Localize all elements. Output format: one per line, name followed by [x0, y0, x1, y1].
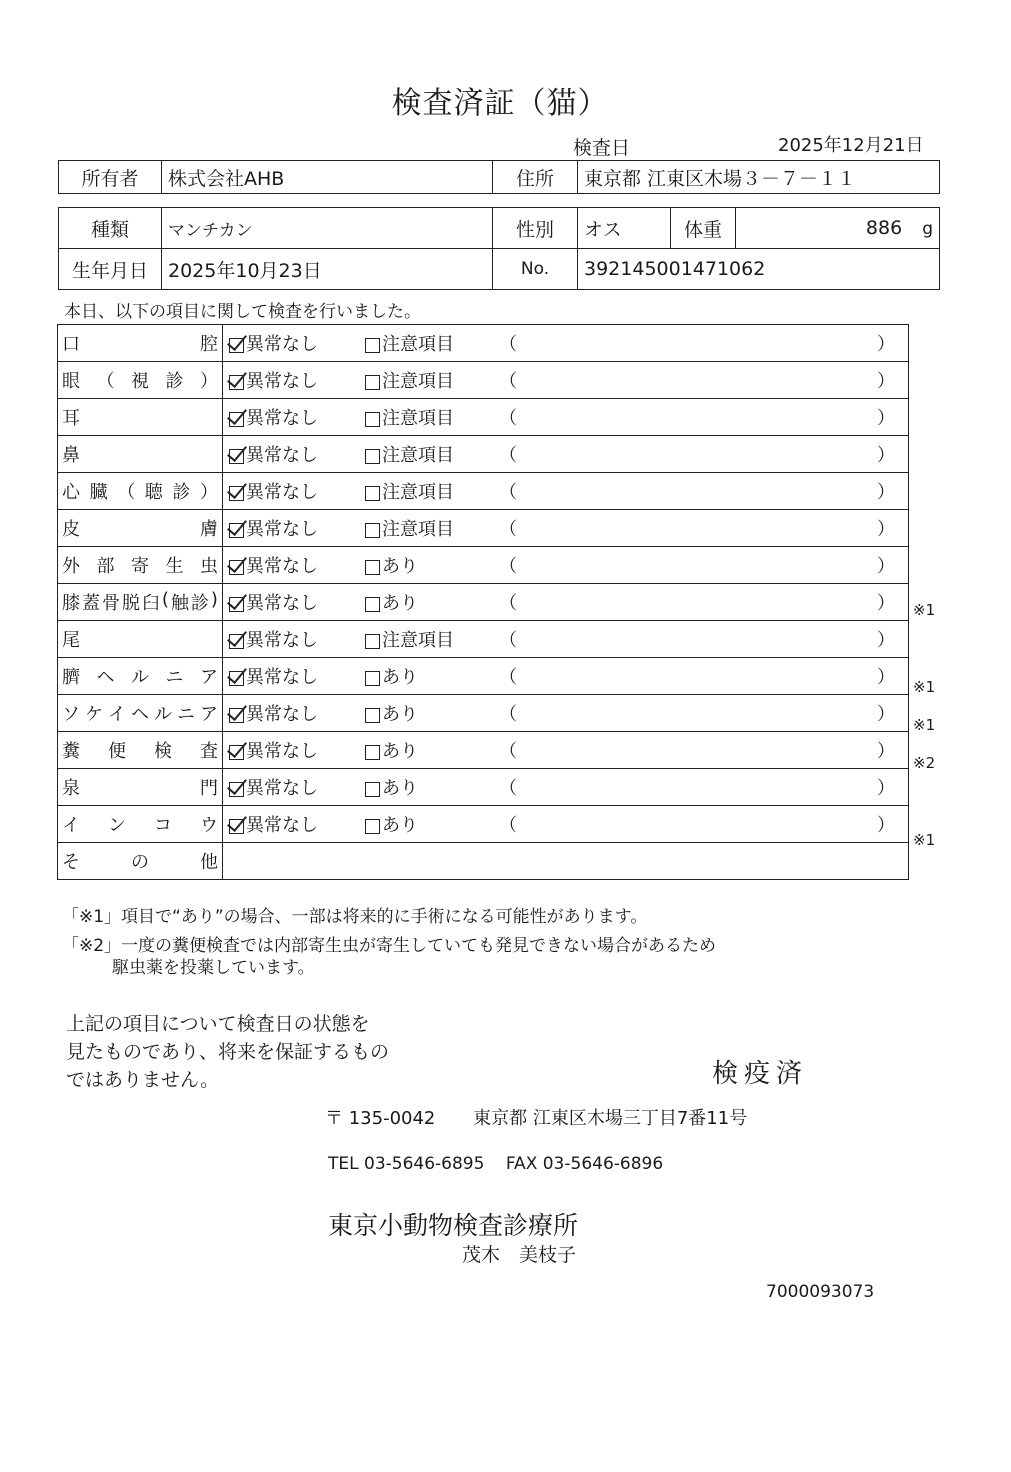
- item-text: [62, 811, 218, 837]
- inspection-row-other: [58, 843, 909, 880]
- checked-checkbox-icon[interactable]: [229, 634, 244, 649]
- item-char: 視: [131, 371, 149, 392]
- checkbox-icon[interactable]: [365, 634, 380, 649]
- item-label: [58, 621, 223, 658]
- ok-option[interactable]: [229, 478, 365, 504]
- paren-close: ）: [877, 667, 895, 688]
- flag-option[interactable]: [365, 367, 499, 393]
- footnote-1: 「※1」項目で“あり”の場合、一部は将来的に手術になる可能性があります。: [62, 907, 648, 927]
- checkbox-icon[interactable]: [365, 745, 380, 760]
- flag-option[interactable]: [365, 478, 499, 504]
- flag-label: あり: [382, 593, 418, 614]
- checked-checkbox-icon[interactable]: [229, 819, 244, 834]
- checkbox-icon[interactable]: [365, 560, 380, 575]
- ok-option[interactable]: [229, 626, 365, 652]
- ok-label: 異常なし: [246, 815, 318, 836]
- fax-number: FAX 03-5646-6896: [505, 1154, 664, 1174]
- item-char: ア: [200, 704, 218, 725]
- remark-field: [499, 478, 895, 504]
- ok-label: 異常なし: [246, 704, 318, 725]
- checked-checkbox-icon[interactable]: [229, 782, 244, 797]
- footnote-marker: ※1: [913, 830, 936, 849]
- item-char: 臓: [89, 482, 108, 503]
- item-char: 口: [62, 334, 80, 355]
- flag-option[interactable]: [365, 515, 499, 541]
- inspection-row: [58, 584, 909, 621]
- paren-close: ）: [877, 334, 895, 355]
- disclaimer-line: 上記の項目について検査日の状態を: [66, 1013, 370, 1035]
- inspection-row: [58, 658, 909, 695]
- item-label: [58, 732, 223, 769]
- footnote-2-cont: 駆虫薬を投薬しています。: [112, 958, 315, 978]
- item-char: 検: [154, 741, 172, 762]
- item-text: [62, 663, 218, 689]
- item-text: [62, 478, 218, 504]
- paren-close: ）: [877, 408, 895, 429]
- item-result: [223, 510, 909, 547]
- ok-label: 異常なし: [246, 556, 318, 577]
- clinic-address: [325, 1104, 747, 1130]
- item-label: [58, 362, 223, 399]
- remark-field: [499, 774, 895, 800]
- paren-open: （: [499, 704, 517, 725]
- tel-number: TEL 03-5646-6895: [328, 1154, 485, 1174]
- birth-value: 2025年10月23日: [162, 249, 493, 290]
- ok-option[interactable]: [229, 663, 365, 689]
- checkbox-icon[interactable]: [365, 523, 380, 538]
- inspection-row: [58, 547, 909, 584]
- birth-label: 生年月日: [59, 249, 162, 290]
- intro-text: 本日、以下の項目に関して検査を行いました。: [64, 302, 421, 322]
- item-char: （: [96, 371, 115, 392]
- item-result: [223, 695, 909, 732]
- paren-open: （: [499, 519, 517, 540]
- disclaimer: [66, 1010, 389, 1094]
- ok-label: 異常なし: [246, 667, 318, 688]
- ok-label: 異常なし: [246, 408, 318, 429]
- flag-label: あり: [382, 815, 418, 836]
- ok-option[interactable]: [229, 774, 365, 800]
- checked-checkbox-icon[interactable]: [229, 449, 244, 464]
- item-label: [58, 399, 223, 436]
- item-text: [62, 552, 218, 578]
- item-char: 腔: [200, 334, 218, 355]
- sex-value: オス: [578, 208, 671, 249]
- paren-open: （: [499, 815, 517, 836]
- ok-option[interactable]: [229, 700, 365, 726]
- checked-checkbox-icon[interactable]: [229, 708, 244, 723]
- ok-option[interactable]: [229, 589, 365, 615]
- flag-option[interactable]: [365, 404, 499, 430]
- inspection-row: [58, 399, 909, 436]
- item-char: 他: [200, 852, 218, 873]
- checked-checkbox-icon[interactable]: [229, 560, 244, 575]
- item-char: ニ: [165, 667, 184, 688]
- veterinarian-name: 茂木 美枝子: [462, 1244, 577, 1266]
- item-label: [58, 806, 223, 843]
- flag-option[interactable]: [365, 330, 499, 356]
- item-result: [223, 806, 909, 843]
- footnote-marker: ※1: [913, 716, 936, 734]
- flag-label: 注意項目: [382, 445, 454, 466]
- item-char: 尾: [62, 630, 80, 651]
- paren-close: ）: [877, 371, 895, 392]
- remark-field: [499, 626, 895, 652]
- flag-option[interactable]: [365, 737, 499, 763]
- ok-label: 異常なし: [246, 482, 318, 503]
- item-text: [62, 367, 218, 393]
- item-text: [62, 589, 218, 615]
- remark-field: [499, 441, 895, 467]
- weight-label: 体重: [671, 208, 736, 249]
- breed-value: マンチカン: [162, 208, 493, 249]
- ok-label: 異常なし: [246, 778, 318, 799]
- paren-open: （: [499, 630, 517, 651]
- flag-label: あり: [382, 667, 418, 688]
- exam-date: 2025年12月21日: [778, 135, 924, 156]
- item-result: [223, 769, 909, 806]
- item-char: 生: [165, 556, 184, 577]
- checkbox-icon[interactable]: [365, 375, 380, 390]
- flag-label: あり: [382, 778, 418, 799]
- pet-table: [58, 207, 940, 290]
- item-result: [223, 584, 909, 621]
- ok-option[interactable]: [229, 330, 365, 356]
- item-result: [223, 621, 909, 658]
- paren-close: ）: [877, 741, 895, 762]
- footnote-marker: ※1: [913, 677, 936, 696]
- item-char: ル: [154, 704, 172, 725]
- flag-label: 注意項目: [382, 408, 454, 429]
- item-char: 部: [96, 556, 115, 577]
- item-label: [58, 769, 223, 806]
- checkbox-icon[interactable]: [365, 819, 380, 834]
- paren-close: ）: [877, 519, 895, 540]
- flag-option[interactable]: [365, 811, 499, 837]
- item-char: 耳: [62, 408, 80, 429]
- item-text: [62, 848, 218, 874]
- checkbox-icon[interactable]: [365, 708, 380, 723]
- footnote-marker: ※2: [913, 754, 936, 773]
- item-char: ン: [108, 815, 126, 836]
- weight-unit: g: [922, 219, 933, 239]
- paren-open: （: [499, 445, 517, 466]
- breed-label: 種類: [59, 208, 162, 249]
- ok-label: 異常なし: [246, 630, 318, 651]
- item-char: 寄: [131, 556, 149, 577]
- inspection-row: [58, 806, 909, 843]
- paren-close: ）: [877, 482, 895, 503]
- flag-option[interactable]: [365, 774, 499, 800]
- paren-close: ）: [877, 593, 895, 614]
- item-char: ル: [131, 667, 149, 688]
- remark-field: [499, 552, 895, 578]
- item-char: ヘ: [131, 704, 149, 725]
- checked-checkbox-icon[interactable]: [229, 671, 244, 686]
- flag-label: 注意項目: [382, 519, 454, 540]
- paren-open: （: [499, 556, 517, 577]
- owner-label: 所有者: [59, 161, 162, 194]
- item-char: 査: [200, 741, 218, 762]
- ok-option[interactable]: [229, 404, 365, 430]
- item-result: [223, 362, 909, 399]
- item-char: 泉: [62, 778, 80, 799]
- flag-option[interactable]: [365, 589, 499, 615]
- item-char: 診: [172, 482, 191, 503]
- item-char: コ: [154, 815, 172, 836]
- checkbox-icon[interactable]: [365, 412, 380, 427]
- paren-close: ）: [877, 630, 895, 651]
- document-title: 検査済証（猫）: [391, 86, 609, 121]
- checkbox-icon[interactable]: [365, 449, 380, 464]
- checked-checkbox-icon[interactable]: [229, 375, 244, 390]
- checked-checkbox-icon[interactable]: [229, 486, 244, 501]
- item-char: イ: [62, 815, 80, 836]
- no-value: 392145001471062: [578, 249, 940, 290]
- quarantine-stamp: 検疫済: [712, 1059, 809, 1089]
- remark-field: [499, 515, 895, 541]
- flag-label: 注意項目: [382, 482, 454, 503]
- item-label: [58, 843, 223, 880]
- item-char: ケ: [85, 704, 103, 725]
- paren-open: （: [499, 593, 517, 614]
- ok-option[interactable]: [229, 515, 365, 541]
- item-label: [58, 436, 223, 473]
- remark-field: [499, 811, 895, 837]
- ok-label: 異常なし: [246, 445, 318, 466]
- item-char: 蓋: [81, 593, 100, 614]
- item-char: 糞: [62, 741, 80, 762]
- inspection-row: [58, 510, 909, 547]
- item-text: [62, 700, 218, 726]
- remark-field: [499, 589, 895, 615]
- flag-option[interactable]: [365, 626, 499, 652]
- ok-label: 異常なし: [246, 371, 318, 392]
- flag-label: 注意項目: [382, 630, 454, 651]
- item-char: ): [210, 589, 218, 610]
- item-text: [62, 404, 218, 430]
- inspection-row: [58, 621, 909, 658]
- flag-label: あり: [382, 741, 418, 762]
- remark-field: [499, 737, 895, 763]
- item-char: 触: [170, 593, 189, 614]
- item-char: ソ: [62, 704, 80, 725]
- flag-label: あり: [382, 704, 418, 725]
- ok-option[interactable]: [229, 441, 365, 467]
- item-text: [62, 774, 218, 800]
- paren-close: ）: [877, 704, 895, 725]
- item-char: そ: [62, 852, 80, 873]
- inspection-row: [58, 436, 909, 473]
- serial-number: 7000093073: [766, 1282, 875, 1302]
- ok-label: 異常なし: [246, 741, 318, 762]
- paren-open: （: [499, 334, 517, 355]
- address-value: 東京都 江東区木場３－７－１１: [578, 161, 940, 194]
- item-char: 骨: [101, 593, 120, 614]
- checked-checkbox-icon[interactable]: [229, 523, 244, 538]
- inspection-row: [58, 325, 909, 362]
- ok-label: 異常なし: [246, 519, 318, 540]
- flag-option[interactable]: [365, 552, 499, 578]
- exam-date-label: 検査日: [573, 137, 631, 159]
- ok-option[interactable]: [229, 811, 365, 837]
- item-char: 診: [190, 593, 209, 614]
- no-label: No.: [493, 249, 578, 290]
- item-label: [58, 510, 223, 547]
- paren-open: （: [499, 408, 517, 429]
- item-char: 臍: [62, 667, 80, 688]
- item-char: 臼: [141, 593, 160, 614]
- remark-field: [499, 404, 895, 430]
- item-result: [223, 325, 909, 362]
- remark-field: [499, 700, 895, 726]
- item-char: 膚: [200, 519, 218, 540]
- item-char: 鼻: [62, 445, 80, 466]
- item-result: [223, 473, 909, 510]
- address-label: 住所: [493, 161, 578, 194]
- item-char: (: [161, 589, 169, 610]
- street-address: 東京都 江東区木場三丁目7番11号: [473, 1108, 748, 1129]
- inspection-row: [58, 695, 909, 732]
- item-result: [223, 399, 909, 436]
- item-char: イ: [108, 704, 126, 725]
- item-char: ア: [200, 667, 218, 688]
- item-char: ヘ: [96, 667, 115, 688]
- paren-open: （: [499, 778, 517, 799]
- item-char: 門: [200, 778, 218, 799]
- item-char: 診: [165, 371, 184, 392]
- item-char: 外: [62, 556, 80, 577]
- contact-line: [328, 1154, 663, 1174]
- item-label: [58, 325, 223, 362]
- inspection-row: [58, 362, 909, 399]
- checked-checkbox-icon[interactable]: [229, 412, 244, 427]
- owner-table: [58, 160, 940, 194]
- item-char: 脱: [121, 593, 140, 614]
- checkbox-icon[interactable]: [365, 782, 380, 797]
- item-text: [62, 441, 218, 467]
- item-text: [62, 626, 218, 652]
- item-label: [58, 584, 223, 621]
- footnote-marker: ※1: [913, 601, 936, 620]
- owner-value: 株式会社AHB: [162, 161, 493, 194]
- paren-open: （: [499, 741, 517, 762]
- inspection-row: [58, 732, 909, 769]
- sex-label: 性別: [493, 208, 578, 249]
- checked-checkbox-icon[interactable]: [229, 597, 244, 612]
- item-text: [62, 515, 218, 541]
- disclaimer-line: 見たものであり、将来を保証するもの: [66, 1041, 390, 1063]
- ok-label: 異常なし: [246, 593, 318, 614]
- paren-open: （: [499, 371, 517, 392]
- flag-option[interactable]: [365, 700, 499, 726]
- ok-label: 異常なし: [246, 334, 318, 355]
- item-char: 虫: [200, 556, 218, 577]
- paren-open: （: [499, 482, 517, 503]
- remark-field: [499, 367, 895, 393]
- flag-label: 注意項目: [382, 334, 454, 355]
- paren-close: ）: [877, 778, 895, 799]
- inspection-row: [58, 473, 909, 510]
- item-result: [223, 658, 909, 695]
- item-char: ）: [200, 371, 218, 392]
- flag-label: あり: [382, 556, 418, 577]
- footnote-2: 「※2」一度の糞便検査では内部寄生虫が寄生していても発見できない場合があるため: [62, 936, 717, 956]
- item-text: [62, 330, 218, 356]
- ok-option[interactable]: [229, 367, 365, 393]
- inspection-table: [57, 324, 909, 880]
- inspection-row: [58, 769, 909, 806]
- item-result: [223, 732, 909, 769]
- item-char: 眼: [62, 371, 80, 392]
- clinic-name: 東京小動物検査診療所: [328, 1211, 579, 1240]
- disclaimer-line: ではありません。: [66, 1069, 220, 1091]
- item-result: [223, 547, 909, 584]
- flag-option[interactable]: [365, 441, 499, 467]
- item-label: [58, 695, 223, 732]
- weight-value: 886: [865, 217, 903, 239]
- item-label: [58, 547, 223, 584]
- other-remarks[interactable]: [223, 843, 909, 880]
- flag-option[interactable]: [365, 663, 499, 689]
- item-result: [223, 436, 909, 473]
- item-label: [58, 658, 223, 695]
- flag-label: 注意項目: [382, 371, 454, 392]
- item-char: （: [117, 482, 136, 503]
- ok-option[interactable]: [229, 737, 365, 763]
- ok-option[interactable]: [229, 552, 365, 578]
- item-char: の: [131, 852, 149, 873]
- remark-field: [499, 330, 895, 356]
- checkbox-icon[interactable]: [365, 486, 380, 501]
- postal-code: 〒 135-0042: [325, 1108, 436, 1129]
- checkbox-icon[interactable]: [365, 671, 380, 686]
- checkbox-icon[interactable]: [365, 597, 380, 612]
- item-char: 便: [108, 741, 126, 762]
- item-char: 聴: [144, 482, 163, 503]
- item-label: [58, 473, 223, 510]
- remark-field: [499, 663, 895, 689]
- paren-open: （: [499, 667, 517, 688]
- checkbox-icon[interactable]: [365, 338, 380, 353]
- item-char: ニ: [177, 704, 195, 725]
- checked-checkbox-icon[interactable]: [229, 745, 244, 760]
- item-char: ウ: [200, 815, 218, 836]
- paren-close: ）: [877, 815, 895, 836]
- item-char: ）: [199, 482, 218, 503]
- item-char: 膝: [62, 593, 80, 614]
- paren-close: ）: [877, 556, 895, 577]
- item-char: 皮: [62, 519, 80, 540]
- item-char: 心: [62, 482, 80, 503]
- weight-cell: [736, 208, 940, 249]
- checked-checkbox-icon[interactable]: [229, 338, 244, 353]
- paren-close: ）: [877, 445, 895, 466]
- item-text: [62, 737, 218, 763]
